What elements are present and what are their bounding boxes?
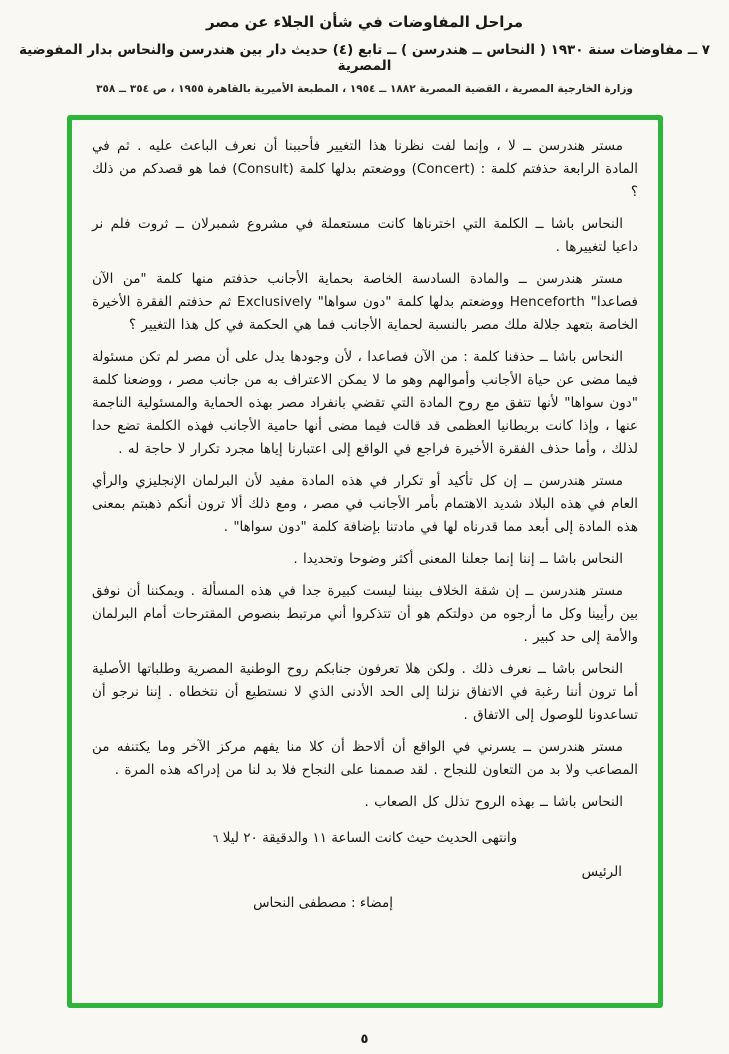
dialogue-paragraph: النحاس باشا ــ نعرف ذلك . ولكن هلا تعرفون جنابكم روح الوطنية المصرية وطلباتها الأصلية أما ترون أننا رغبة في الاتفاق نزلنا إلى الحد الأدنى الذي لا نستطيع أن نتخطاه . إننا نرجو أن تساعدونا للوصول إلى الاتفاق . [92, 661, 638, 723]
dialogue-paragraph: مستر هندرسن ــ لا ، وإنما لفت نظرنا هذا التغيير فأحببنا أن نعرف الباعث عليه . ثم في المادة الرابعة حذفتم كلمة : (Concert) ووضعتم بدلها كلمة (Consult) فما هو قصدكم من ذلك ؟ [92, 138, 638, 200]
document-subtitle: ٧ ــ مفاوضات سنة ١٩٣٠ ( النحاس ــ هندرسن ) ــ تابع (٤) حديث دار بين هندرسن والنحاس بدار المفوضية المصرية [18, 42, 711, 74]
dialogue-paragraph: النحاس باشا ــ إننا إنما جعلنا المعنى أكثر وضوحا وتحديدا . [293, 551, 623, 567]
page-number: ٥ [360, 1032, 369, 1047]
footnote-mark: ٦ [212, 833, 219, 845]
dialogue-paragraph: مستر هندرسن ــ والمادة السادسة الخاصة بحماية الأجانب حذفتم منها كلمة "من الآن فصاعدا" Henceforth ووضعتم بدلها كلمة "دون سواها" Exclusively ثم حذفتم الفقرة الأخيرة الخاصة بتعهد جلالة ملك مصر بالنسبة لحماية الأجانب فما هي الحكمة في كل هذا التغيير ؟ [92, 271, 638, 333]
closing-text: وانتهى الحديث حيث كانت الساعة ١١ والدقيقة ٢٠ ليلا [222, 830, 518, 846]
president-label: الرئيس [581, 864, 622, 880]
source-citation: وزارة الخارجية المصرية ، القضية المصرية ١٨٨٢ ــ ١٩٥٤ ، المطبعة الأميرية بالقاهرة ١٩٥٥ ، ص ٣٥٤ ــ ٣٥٨ [96, 83, 633, 95]
dialogue-paragraph: النحاس باشا ــ حذفنا كلمة : من الآن فصاعدا ، لأن وجودها يدل على أن مصر لم تكن مسئولة فيما مضى عن حياة الأجانب وأموالهم وهو ما لا يمكن الاعتراف به من جانب مصر ، ووضعنا كلمة "دون سواها" لأنها تتفق مع روح المادة التي تقضي بانفراد مصر بهذه الحماية والمسئولية الناجمة عنها ، وإذا كانت بريطانيا العظمى قد قالت فيما مضى أنها حامية الأجانب فهذه الكلمة تضع حدا لذلك ، وأما حذف الفقرة الأخيرة فراجع في الواقع إلى اعتبارنا إياها مجرد تكرار لا حاجة له . [92, 349, 638, 457]
dialogue-paragraph: مستر هندرسن ــ يسرني في الواقع أن ألاحظ أن كلا منا يفهم مركز الآخر وما يكتنفه من المصاعب ولا بد من التعاون للنجاح . لقد صممنا على النجاح فلا بد لنا من إدراكه هذه المرة . [92, 739, 638, 778]
dialogue-paragraph: النحاس باشا ــ الكلمة التي اخترناها كانت مستعملة في مشروع شمبرلان ــ ثروت فلم نر داعيا لتغييرها . [92, 216, 638, 255]
signature-line: إمضاء : مصطفى النحاس [253, 895, 393, 911]
closing-line [92, 827, 638, 851]
dialogue-paragraph: مستر هندرسن ــ إن شقة الخلاف بيننا ليست كبيرة جدا في هذه المسألة . ويمكننا أن نوفق بين رأيينا وكل ما أرجوه من دولتكم هو أن تتذكروا أني مرتبط بنصوص المقترحات أمام البرلمان والأمة إلى حد كبير . [92, 583, 638, 645]
dialogue-paragraph: مستر هندرسن ــ إن كل تأكيد أو تكرار في هذه المادة مفيد لأن البرلمان الإنجليزي والرأي العام في هذه البلاد شديد الاهتمام بأمر الأجانب في مصر ، ومع ذلك ألا ترون أنكم ذهبتم بمعنى هذه المادة إلى أبعد مما قدرناه لها في مادتنا بإضافة كلمة "دون سواها" . [92, 473, 638, 535]
document-title: مراحل المفاوضات في شأن الجلاء عن مصر [205, 13, 524, 31]
dialogue-box [67, 115, 663, 1008]
dialogue-paragraph: النحاس باشا ــ بهذه الروح تذلل كل الصعاب . [364, 794, 623, 810]
document-header [0, 0, 729, 95]
